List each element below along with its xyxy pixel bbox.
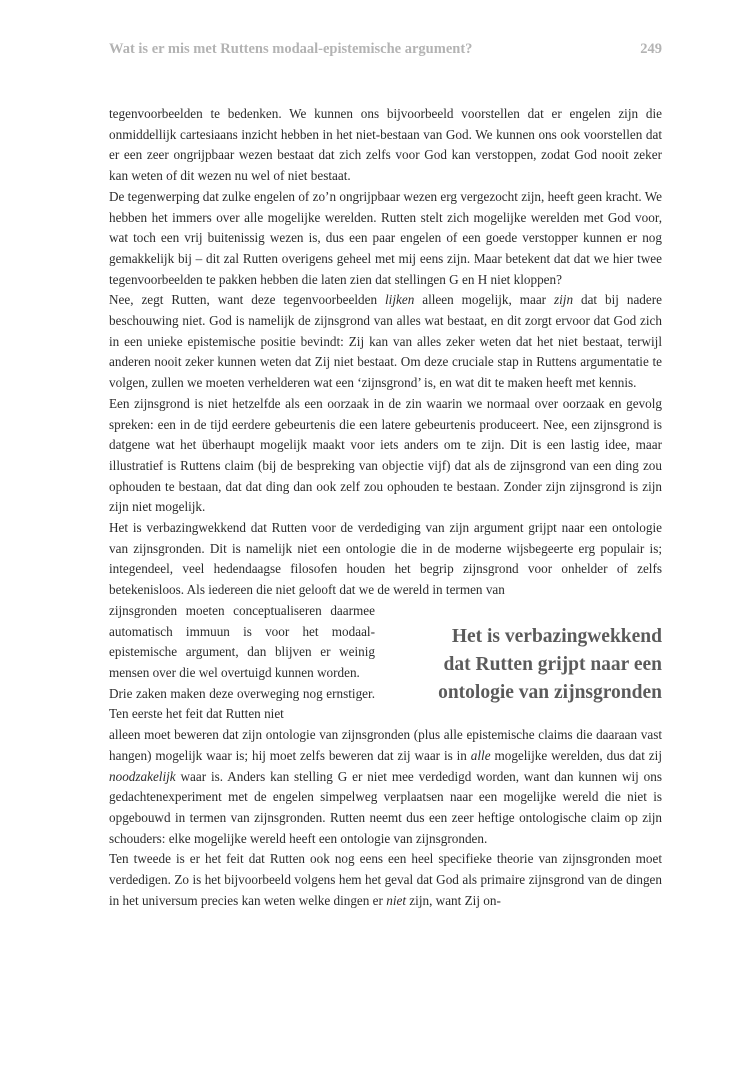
emphasis-niet: niet (386, 892, 406, 908)
paragraph-7-text-b: zijn, want Zij on- (406, 892, 501, 908)
paragraph-2: De tegenwerping dat zulke engelen of zo’n ongrijpbaar wezen erg vergezocht zijn, heeft geen kracht. We hebben het immers over alle mogelijke werelden. Rutten stelt zich mogelijke werelden met God voor, wat toch een vrij buitenissig wezen is, dus een paar engelen of een goede verstopper kunnen er nog gemakkelijk bij – dit zal Rutten overigens geheel met mij eens zijn. Maar betekent dat dat we hier twee tegenvoorbeelden te pakken hebben die laten zien dat stellingen G en H niet kloppen? (109, 188, 662, 287)
pull-quote-line-3: ontologie van zijnsgronden (438, 681, 662, 703)
paragraph-3-text-b: alleen mogelijk, maar (414, 292, 554, 308)
pull-quote-left-column (109, 601, 375, 725)
paragraph-6-text-a: alleen moet beweren dat zijn ontologie van zijnsgronden (plus alle epistemische claims die daaraan vast hangen) mogelijk waar is; hij moet zelfs beweren dat zij waar is in (109, 727, 662, 763)
paragraph-4: Een zijnsgrond is niet hetzelfde als een oorzaak in de zin waarin we normaal over oorzaak en gevolg spreken: een in de tijd eerdere gebeurtenis die een latere gebeurtenis produceert. Nee, een zijnsgrond is datgene wat het überhaupt mogelijk maakt voor iets anders om te zijn. Dit is een lastig idee, maar illustratief is Ruttens claim (bij de bespreking van objectie vijf) dat als de zijnsgrond van een ding zou ophouden te bestaan, dat dat ding dan ook zelf zou ophouden te bestaan. Zonder zijn zijnsgrond is zijn zijn niet mogelijk. (109, 395, 662, 515)
emphasis-zijn: zijn (554, 292, 574, 308)
pull-quote-section (109, 601, 662, 725)
running-header (109, 41, 662, 58)
page-number: 249 (640, 41, 662, 57)
emphasis-lijken: lijken (385, 292, 415, 308)
paragraph-6-text-c: waar is. Anders kan stelling G er niet mee verdedigd worden, want dan kunnen wij ons gedachtenexperiment met de engelen simpelweg verplaatsen naar een mogelijke wereld die niet is opgebouwd in termen van zijnsgronden. Rutten neemt dus een zeer heftige ontologische claim op zijn schouders: elke mogelijke wereld heeft een ontologie van zijnsgronden. (109, 768, 662, 846)
paragraph-7-text-a: Ten tweede is er het feit dat Rutten ook nog eens een heel specifieke theorie van zijnsgronden moet verdedigen. Zo is het bijvoorbeeld volgens hem het geval dat God als primaire zijnsgrond van de dingen in het universum precies kan weten welke dingen er (109, 851, 662, 908)
paragraph-3-text-a: Nee, zegt Rutten, want deze tegenvoorbeelden (109, 292, 385, 308)
paragraph-5: Het is verbazingwekkend dat Rutten voor de verdediging van zijn argument grijpt naar een ontologie van zijnsgronden. Dit is namelijk niet een ontologie die in de moderne wijsbegeerte erg populair is; integendeel, veel hedendaagse filosofen houden het begrip zijnsgrond voor onhelder of zelfs betekenisloos. Als iedereen die niet gelooft dat we de wereld in termen van (109, 520, 662, 598)
pull-quote (375, 601, 662, 725)
paragraph-3-text-c: dat bij nadere beschouwing niet. God is namelijk de zijnsgrond van alles wat bestaat, en dit zorgt ervoor dat God zich in een unieke epistemische positie bevindt: Zij kan van alles zeker weten dat het niet bestaat, terwijl anderen nooit zeker kunnen weten dat Zij niet bestaat. Om deze cruciale stap in Ruttens argumentatie te volgen, zullen we moeten verhelderen wat een ‘zijnsgrond’ is, en wat dit te maken heeft met kennis. (109, 292, 662, 391)
pull-quote-line-1: Het is verbazingwekkend (451, 625, 662, 647)
paragraph-5-continued: zijnsgronden moeten conceptualiseren daarmee automatisch immuun is voor het modaal-epistemische argument, dan blijven er weinig mensen over die wel overtuigd kunnen worden. (109, 602, 375, 680)
emphasis-alle: alle (470, 747, 491, 763)
pull-quote-line-2: dat Rutten grijpt naar een (443, 653, 662, 675)
paragraph-6-start: Drie zaken maken deze overweging nog ernstiger. Ten eerste het feit dat Rutten niet (109, 685, 375, 722)
emphasis-noodzakelijk: noodzakelijk (109, 768, 176, 784)
body-text (109, 104, 662, 911)
paragraph-6-text-b: mogelijke werelden, dus dat zij (490, 747, 662, 763)
paragraph-6-rest (109, 725, 662, 849)
paragraph-7 (109, 849, 662, 911)
paragraph-3 (109, 290, 662, 394)
running-head-title: Wat is er mis met Ruttens modaal-epistemische argument? (109, 41, 473, 57)
paragraph-1: tegenvoorbeelden te bedenken. We kunnen ons bijvoorbeeld voorstellen dat er engelen zijn die onmiddellijk cartesiaans inzicht hebben in het niet-bestaan van God. We kunnen ons ook voorstellen dat er een zeer ongrijpbaar wezen bestaat dat zich zelfs voor God kan verstoppen, zodat God nooit zeker kan weten of dit wezen nu wel of niet bestaat. (109, 106, 662, 184)
